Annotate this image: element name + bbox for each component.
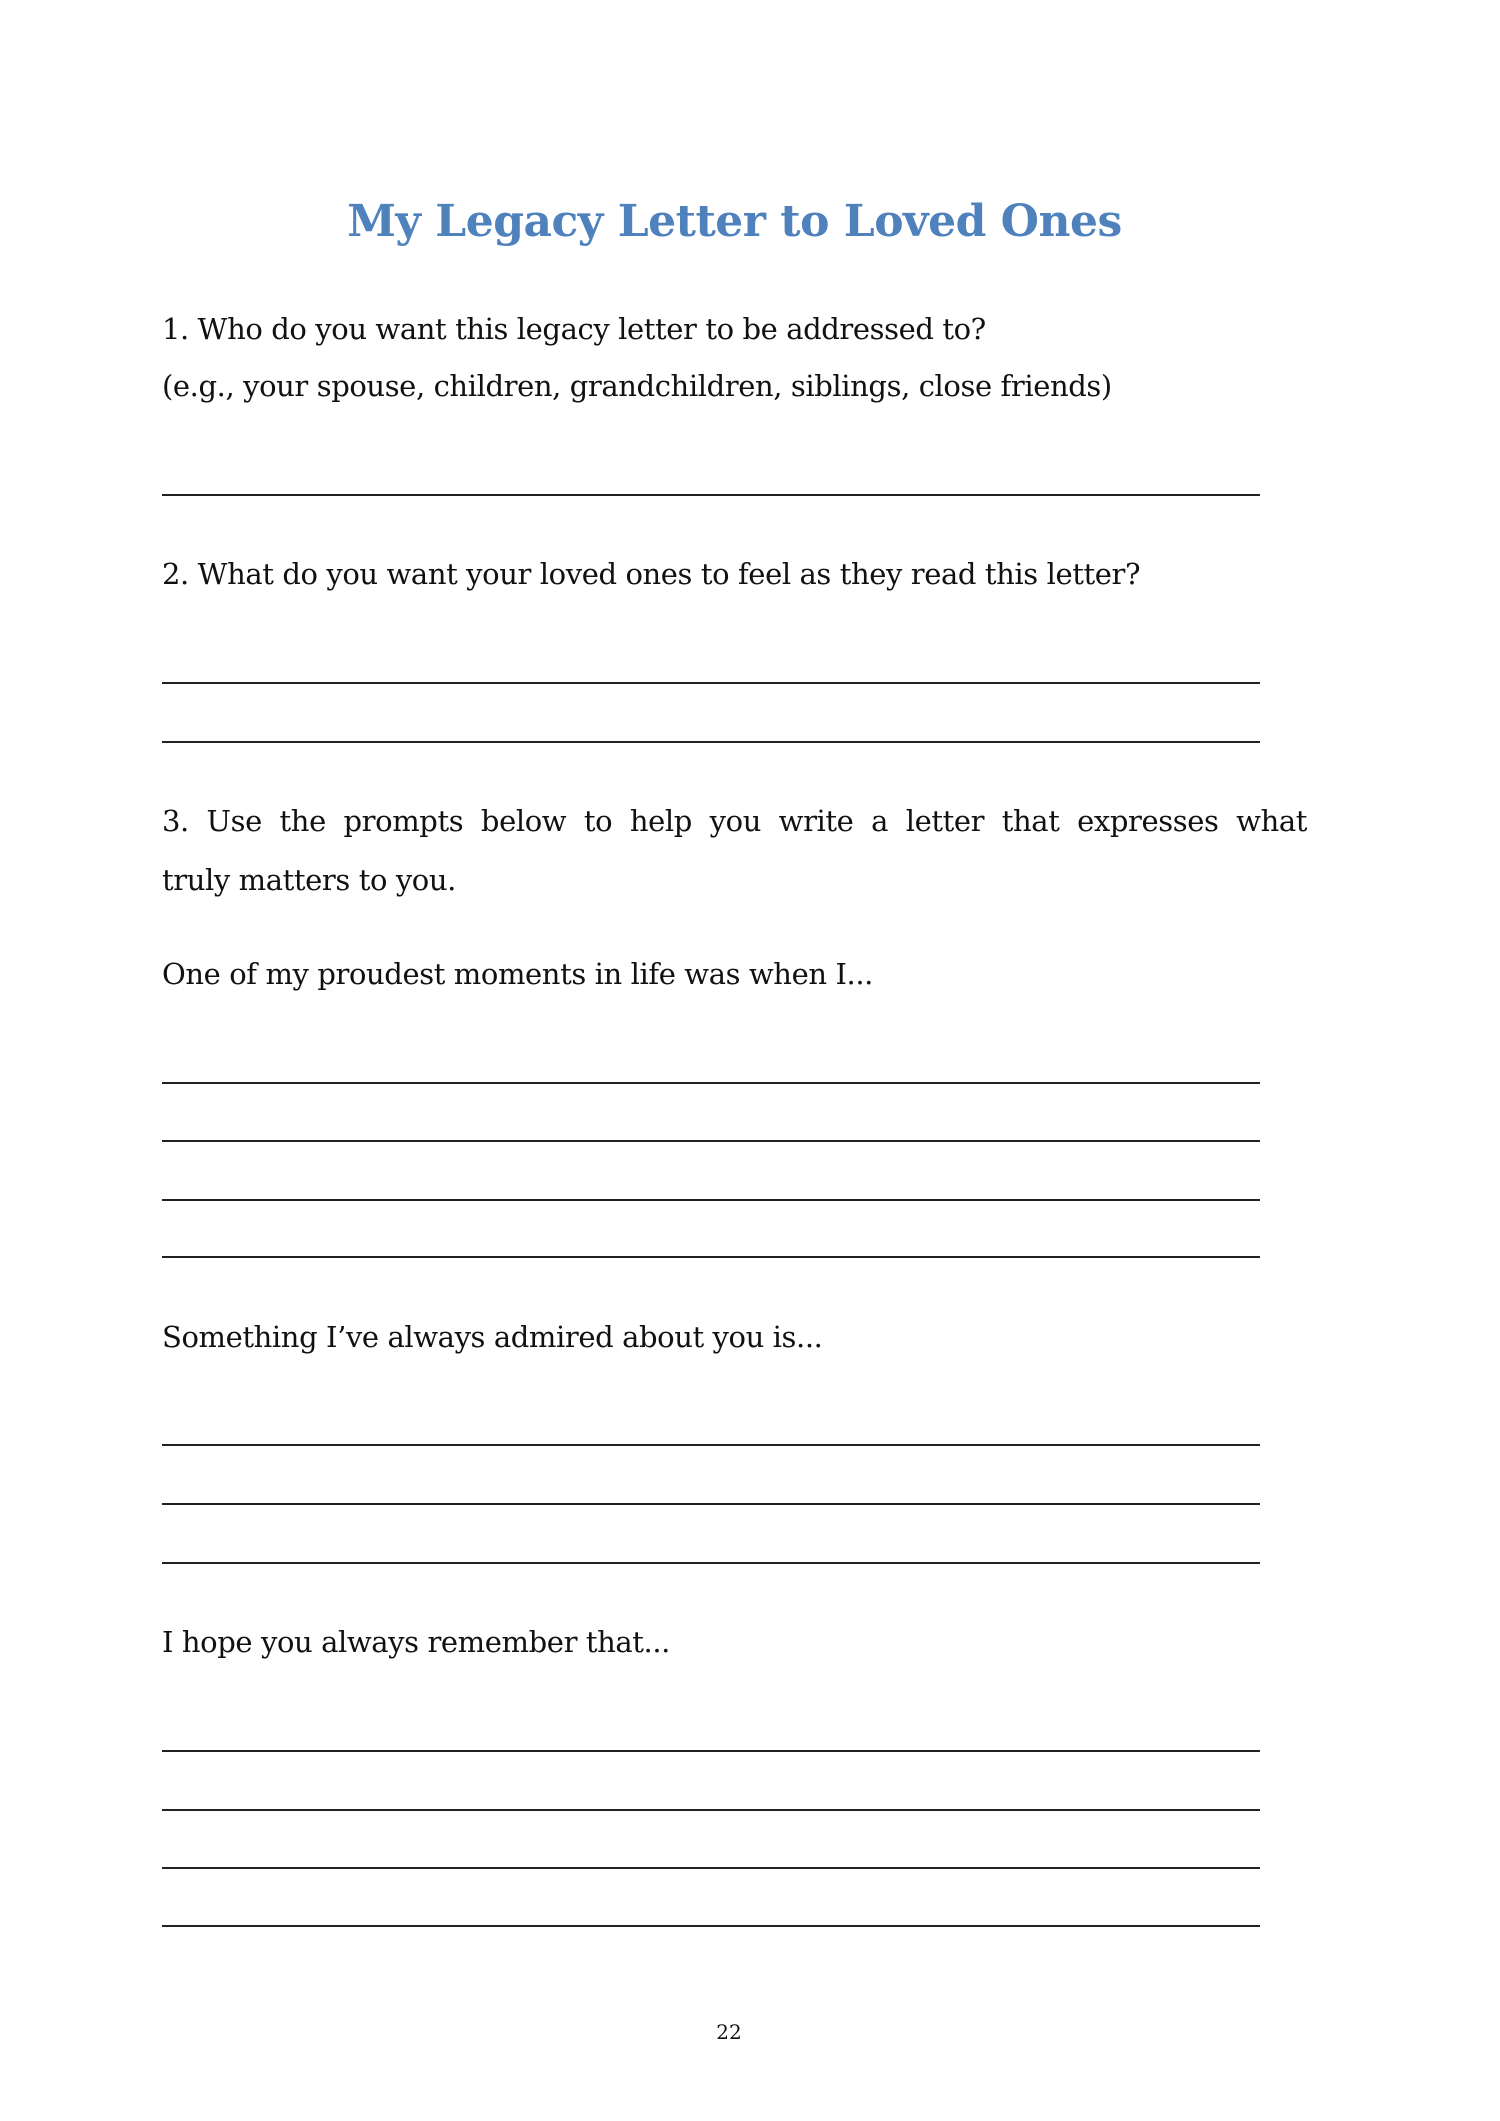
question-3: 3. Use the prompts below to help you write a letter that expresses what [162, 804, 1307, 838]
question-3-cont: truly matters to you. [162, 863, 456, 897]
page-title: My Legacy Letter to Loved Ones [347, 196, 1122, 247]
question-1-hint: (e.g., your spouse, children, grandchildren, siblings, close friends) [162, 369, 1112, 403]
prompt-proudest-moment: One of my proudest moments in life was when I... [162, 957, 873, 991]
answer-line[interactable] [162, 1140, 1260, 1142]
answer-line[interactable] [162, 1925, 1260, 1927]
answer-line[interactable] [162, 1199, 1260, 1201]
prompt-admired: Something I’ve always admired about you is... [162, 1320, 823, 1354]
answer-line[interactable] [162, 1867, 1260, 1869]
answer-line[interactable] [162, 682, 1260, 684]
question-2: 2. What do you want your loved ones to feel as they read this letter? [162, 557, 1141, 591]
prompt-remember: I hope you always remember that... [162, 1625, 670, 1659]
answer-line[interactable] [162, 741, 1260, 743]
answer-line[interactable] [162, 494, 1260, 496]
answer-line[interactable] [162, 1503, 1260, 1505]
answer-line[interactable] [162, 1750, 1260, 1752]
question-1: 1. Who do you want this legacy letter to be addressed to? [162, 312, 986, 346]
answer-line[interactable] [162, 1082, 1260, 1084]
answer-line[interactable] [162, 1809, 1260, 1811]
answer-line[interactable] [162, 1444, 1260, 1446]
answer-line[interactable] [162, 1256, 1260, 1258]
answer-line[interactable] [162, 1562, 1260, 1564]
page-number: 22 [716, 2020, 742, 2044]
